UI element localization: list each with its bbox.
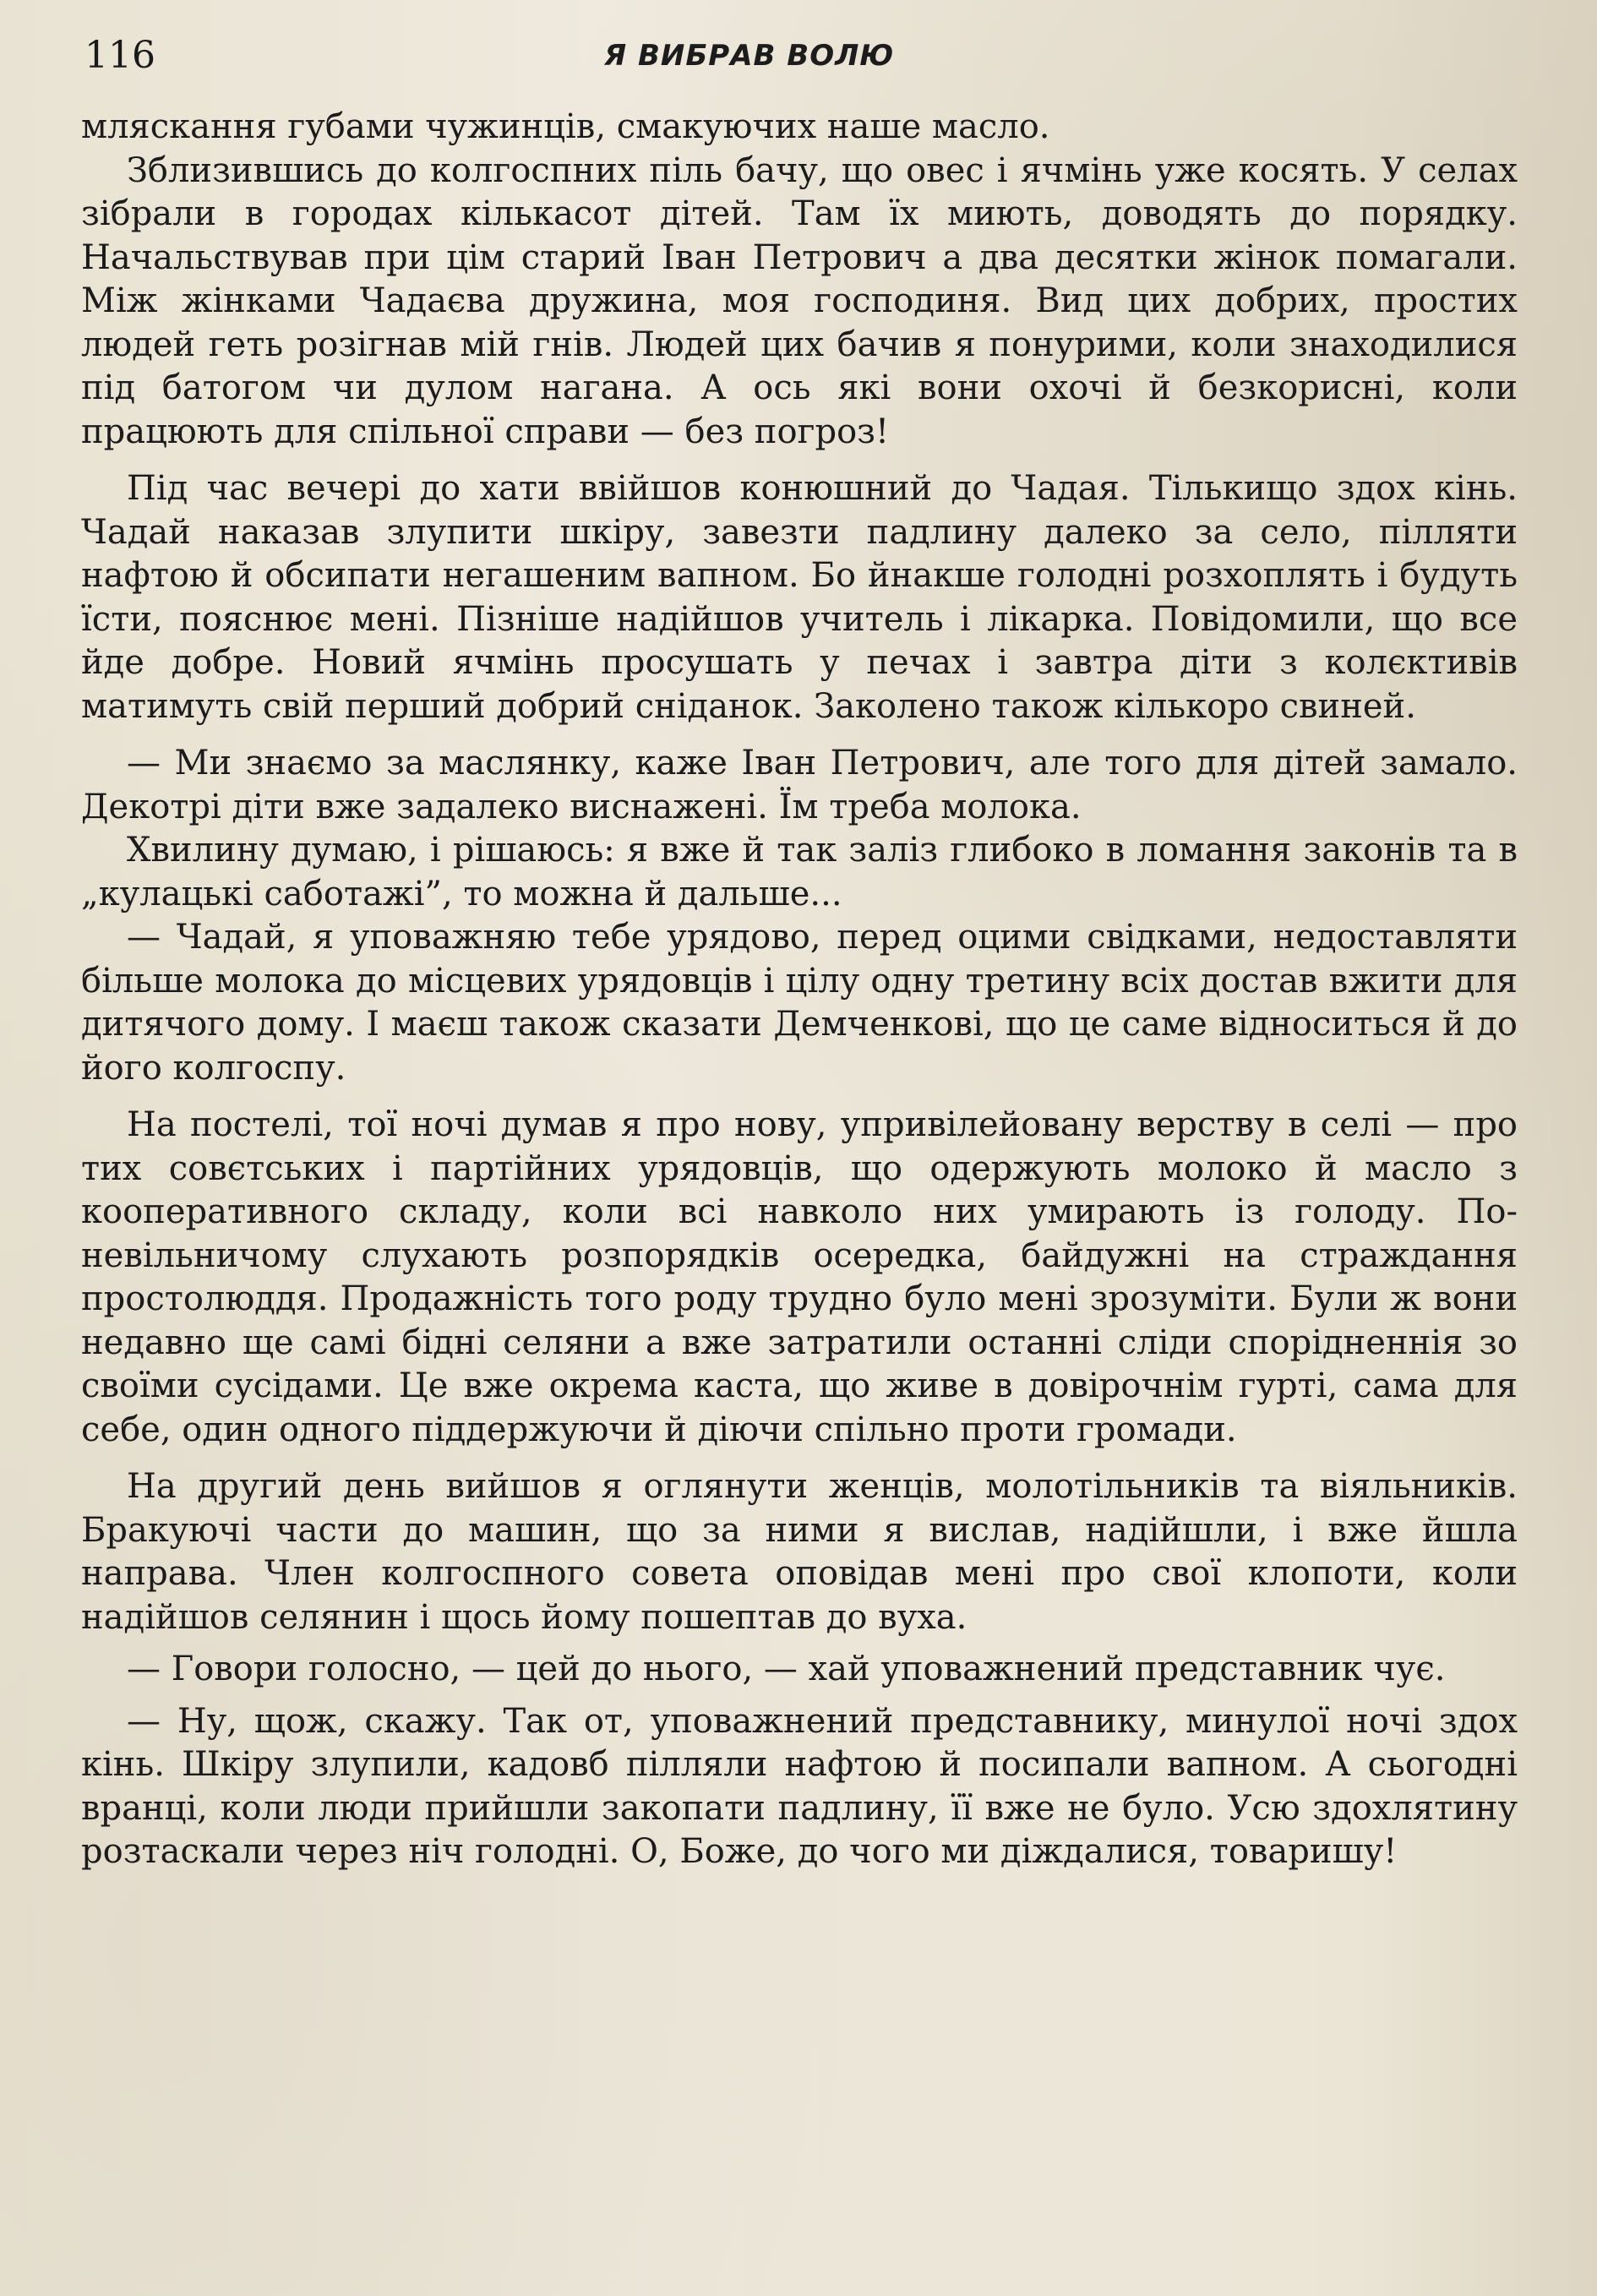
running-title: Я ВИБРАВ ВОЛЮ — [604, 39, 895, 73]
page-number: 116 — [84, 34, 155, 77]
paragraph: На постелі, тої ночі думав я про нову, упривілейовану верству в селі — про тих совєтських і партійних урядовців, що одержують молоко й масло з кооперативного складу, коли всі навколо них умирають із голоду. По-невільничому слухають розпорядків осередка, байдужні на страждання простолюддя. Продажність того роду трудно було мені зрозуміти. Були ж вони недавно ще самі бідні селяни а вже затратили останні сліди спорідненнія зо своїми сусідами. Це вже окрема каста, що живе в довірочнім гурті, сама для себе, один одного піддержуючи й діючи спільно проти громади. — [81, 1105, 1518, 1449]
paragraph: На другий день вийшов я оглянути женців, молотільників та віяльників. Бракуючі части до машин, що за ними я вислав, надійшли, і вже йшла направа. Член колгоспного совета оповідав мені про свої клопоти, коли надійшов селянин і щось йому пошептав до вуха. — [81, 1467, 1518, 1637]
paragraph: Зблизившись до колгоспних піль бачу, що овес і ячмінь уже косять. У селах зібрали в городах кількасот дітей. Там їх миють, доводять до порядку. Начальствував при цім старий Іван Петрович а два десятки жінок помагали. Між жінками Чадаєва дружина, моя господиня. Вид цих добрих, простих людей геть розігнав мій гнів. Людей цих бачив я понурими, коли знаходилися під батогом чи дулом нагана. А ось які вони охочі й безкорисні, коли працюють для спільної справи — без погроз! — [81, 150, 1518, 451]
paragraph: — Ну, щож, скажу. Так от, уповажнений представнику, минулої ночі здох кінь. Шкіру злупили, кадовб пілляли нафтою й посипали вапном. А сьогодні вранці, коли люди прийшли закопати падлину, її вже не було. Усю здохлятину розтаскали через ніч голодні. О, Боже, до чого ми діждалися, товаришу! — [81, 1701, 1518, 1871]
page-header — [84, 34, 1521, 85]
paragraph: — Ми знаємо за маслянку, каже Іван Петрович, але того для дітей замало. Декотрі діти вже задалеко виснажені. Їм треба молока. — [81, 744, 1518, 826]
body-text — [81, 106, 1518, 1874]
paragraph: Хвилину думаю, і рішаюсь: я вже й так заліз глибоко в ломання законів та в „кулацькі саботажі”, то можна й дальше... — [81, 831, 1518, 913]
paragraph: Під час вечері до хати ввійшов конюшний до Чадая. Тількищо здох кінь. Чадай наказав злупити шкіру, завезти падлину далеко за село, пілляти нафтою й обсипати негашеним вапном. Бо йнакше голодні розхоплять і будуть їсти, пояснює мені. Пізніше надійшов учитель і лікарка. Повідомили, що все йде добре. Новий ячмінь просушать у печах і завтра діти з колєктивів матимуть свій перший добрий сніданок. Заколено також кількоро свиней. — [81, 469, 1518, 726]
paragraph: мляскання губами чужинців, смакуючих наше масло. — [81, 107, 1050, 146]
paragraph: — Чадай, я уповажняю тебе урядово, перед оцими свідками, недоставляти більше молока до місцевих урядовців і цілу одну третину всіх достав вжити для дитячого дому. І маєш також сказати Демченкові, що це саме відноситься й до його колгоспу. — [81, 918, 1518, 1088]
paragraph: — Говори голосно, — цей до нього, — хай уповажнений представник чує. — [127, 1650, 1446, 1688]
